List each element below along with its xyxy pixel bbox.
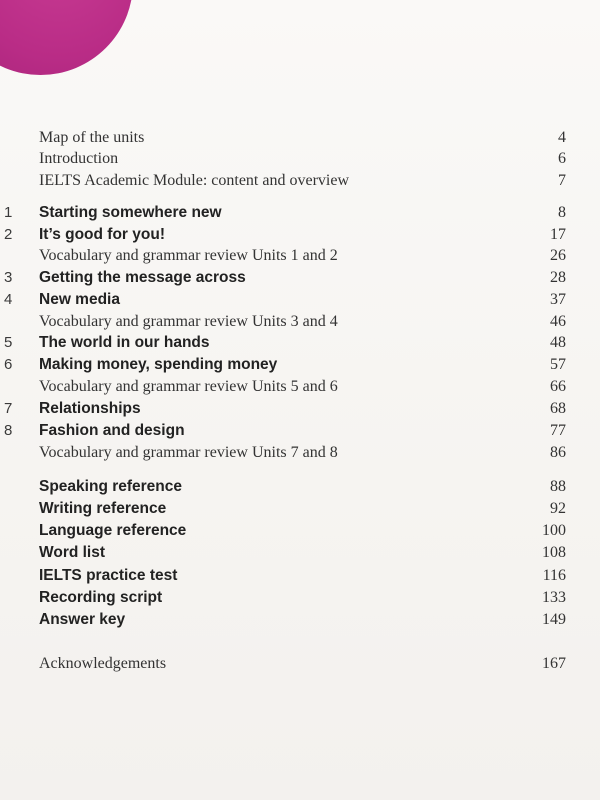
toc-entry-word-list[interactable]: [0, 542, 600, 564]
toc-entry-unit-8[interactable]: [0, 420, 600, 442]
toc-entry-acknowledgements[interactable]: [0, 653, 600, 675]
toc-entry-unit-1[interactable]: [0, 202, 600, 224]
toc-entry-page: 149: [542, 611, 566, 628]
toc-entry-title: New media: [39, 291, 120, 308]
toc-entry-unit-6[interactable]: [0, 354, 600, 376]
toc-entry-review-7-8[interactable]: [0, 442, 600, 464]
toc-entry-title: Vocabulary and grammar review Units 3 and 4: [39, 313, 338, 330]
toc-entry-unit-4[interactable]: [0, 289, 600, 311]
toc-entry-unit-2[interactable]: [0, 224, 600, 246]
toc-entry-title: Starting somewhere new: [39, 204, 222, 221]
toc-entry-title: Vocabulary and grammar review Units 7 and 8: [39, 444, 338, 461]
unit-number: 2: [4, 226, 13, 243]
toc-entry-page: 108: [542, 544, 566, 561]
toc-entry-title: Introduction: [39, 150, 119, 167]
toc-entry-review-3-4[interactable]: [0, 311, 600, 333]
toc-entry-title: Making money, spending money: [39, 356, 278, 373]
toc-entry-page: 167: [542, 655, 566, 672]
unit-number: 3: [4, 269, 13, 286]
toc-entry-title: Getting the message across: [39, 269, 246, 286]
toc-entry-unit-3[interactable]: [0, 267, 600, 289]
toc-entry-map-of-units[interactable]: [0, 127, 600, 149]
unit-number: 1: [4, 204, 13, 221]
toc-entry-title: IELTS practice test: [39, 567, 178, 584]
toc-entry-introduction[interactable]: [0, 148, 600, 170]
toc-entry-recording-script[interactable]: [0, 587, 600, 609]
toc-entry-page: 100: [542, 522, 566, 539]
toc-entry-page: 37: [550, 291, 566, 308]
toc-entry-page: 4: [558, 129, 566, 146]
toc-entry-page: 68: [550, 400, 566, 417]
toc-entry-title: Word list: [39, 544, 106, 561]
toc-entry-page: 133: [542, 589, 566, 606]
toc-entry-title: Relationships: [39, 400, 141, 417]
toc-entry-title: Vocabulary and grammar review Units 5 and 6: [39, 378, 338, 395]
toc-entry-title: Recording script: [39, 589, 163, 606]
toc-entry-page: 57: [550, 356, 566, 373]
toc-entry-title: Vocabulary and grammar review Units 1 and 2: [39, 247, 338, 264]
toc-entry-page: 86: [550, 444, 566, 461]
toc-entry-page: 92: [550, 500, 566, 517]
toc-entry-unit-7[interactable]: [0, 398, 600, 420]
toc-entry-language-reference[interactable]: [0, 520, 600, 542]
toc-entry-review-1-2[interactable]: [0, 245, 600, 267]
toc-entry-page: 26: [550, 247, 566, 264]
decorative-magenta-circle: [0, 0, 133, 75]
toc-entry-page: 46: [550, 313, 566, 330]
unit-number: 5: [4, 334, 13, 351]
toc-entry-page: 77: [550, 422, 566, 439]
toc-entry-title: Language reference: [39, 522, 187, 539]
toc-entry-page: 88: [550, 478, 566, 495]
toc-entry-writing-reference[interactable]: [0, 498, 600, 520]
toc-entry-title: Writing reference: [39, 500, 167, 517]
toc-entry-title: Speaking reference: [39, 478, 183, 495]
toc-entry-title: Fashion and design: [39, 422, 185, 439]
toc-entry-page: 7: [558, 172, 566, 189]
toc-entry-answer-key[interactable]: [0, 609, 600, 631]
toc-entry-review-5-6[interactable]: [0, 376, 600, 398]
toc-entry-ielts-overview[interactable]: [0, 170, 600, 192]
toc-entry-page: 6: [558, 150, 566, 167]
unit-number: 6: [4, 356, 13, 373]
toc-entry-title: The world in our hands: [39, 334, 210, 351]
toc-entry-unit-5[interactable]: [0, 332, 600, 354]
toc-entry-page: 17: [550, 226, 566, 243]
toc-entry-page: 116: [542, 567, 566, 584]
unit-number: 4: [4, 291, 13, 308]
toc-entry-title: Answer key: [39, 611, 126, 628]
toc-entry-ielts-practice-test[interactable]: [0, 565, 600, 587]
toc-entry-title: Acknowledgements: [39, 655, 167, 672]
toc-entry-page: 66: [550, 378, 566, 395]
toc-entry-page: 48: [550, 334, 566, 351]
toc-entry-speaking-reference[interactable]: [0, 476, 600, 498]
toc-entry-page: 28: [550, 269, 566, 286]
unit-number: 7: [4, 400, 13, 417]
toc-entry-page: 8: [558, 204, 566, 221]
toc-entry-title: IELTS Academic Module: content and overview: [39, 172, 349, 189]
toc-entry-title: Map of the units: [39, 129, 145, 146]
toc-entry-title: It’s good for you!: [39, 226, 165, 243]
unit-number: 8: [4, 422, 13, 439]
